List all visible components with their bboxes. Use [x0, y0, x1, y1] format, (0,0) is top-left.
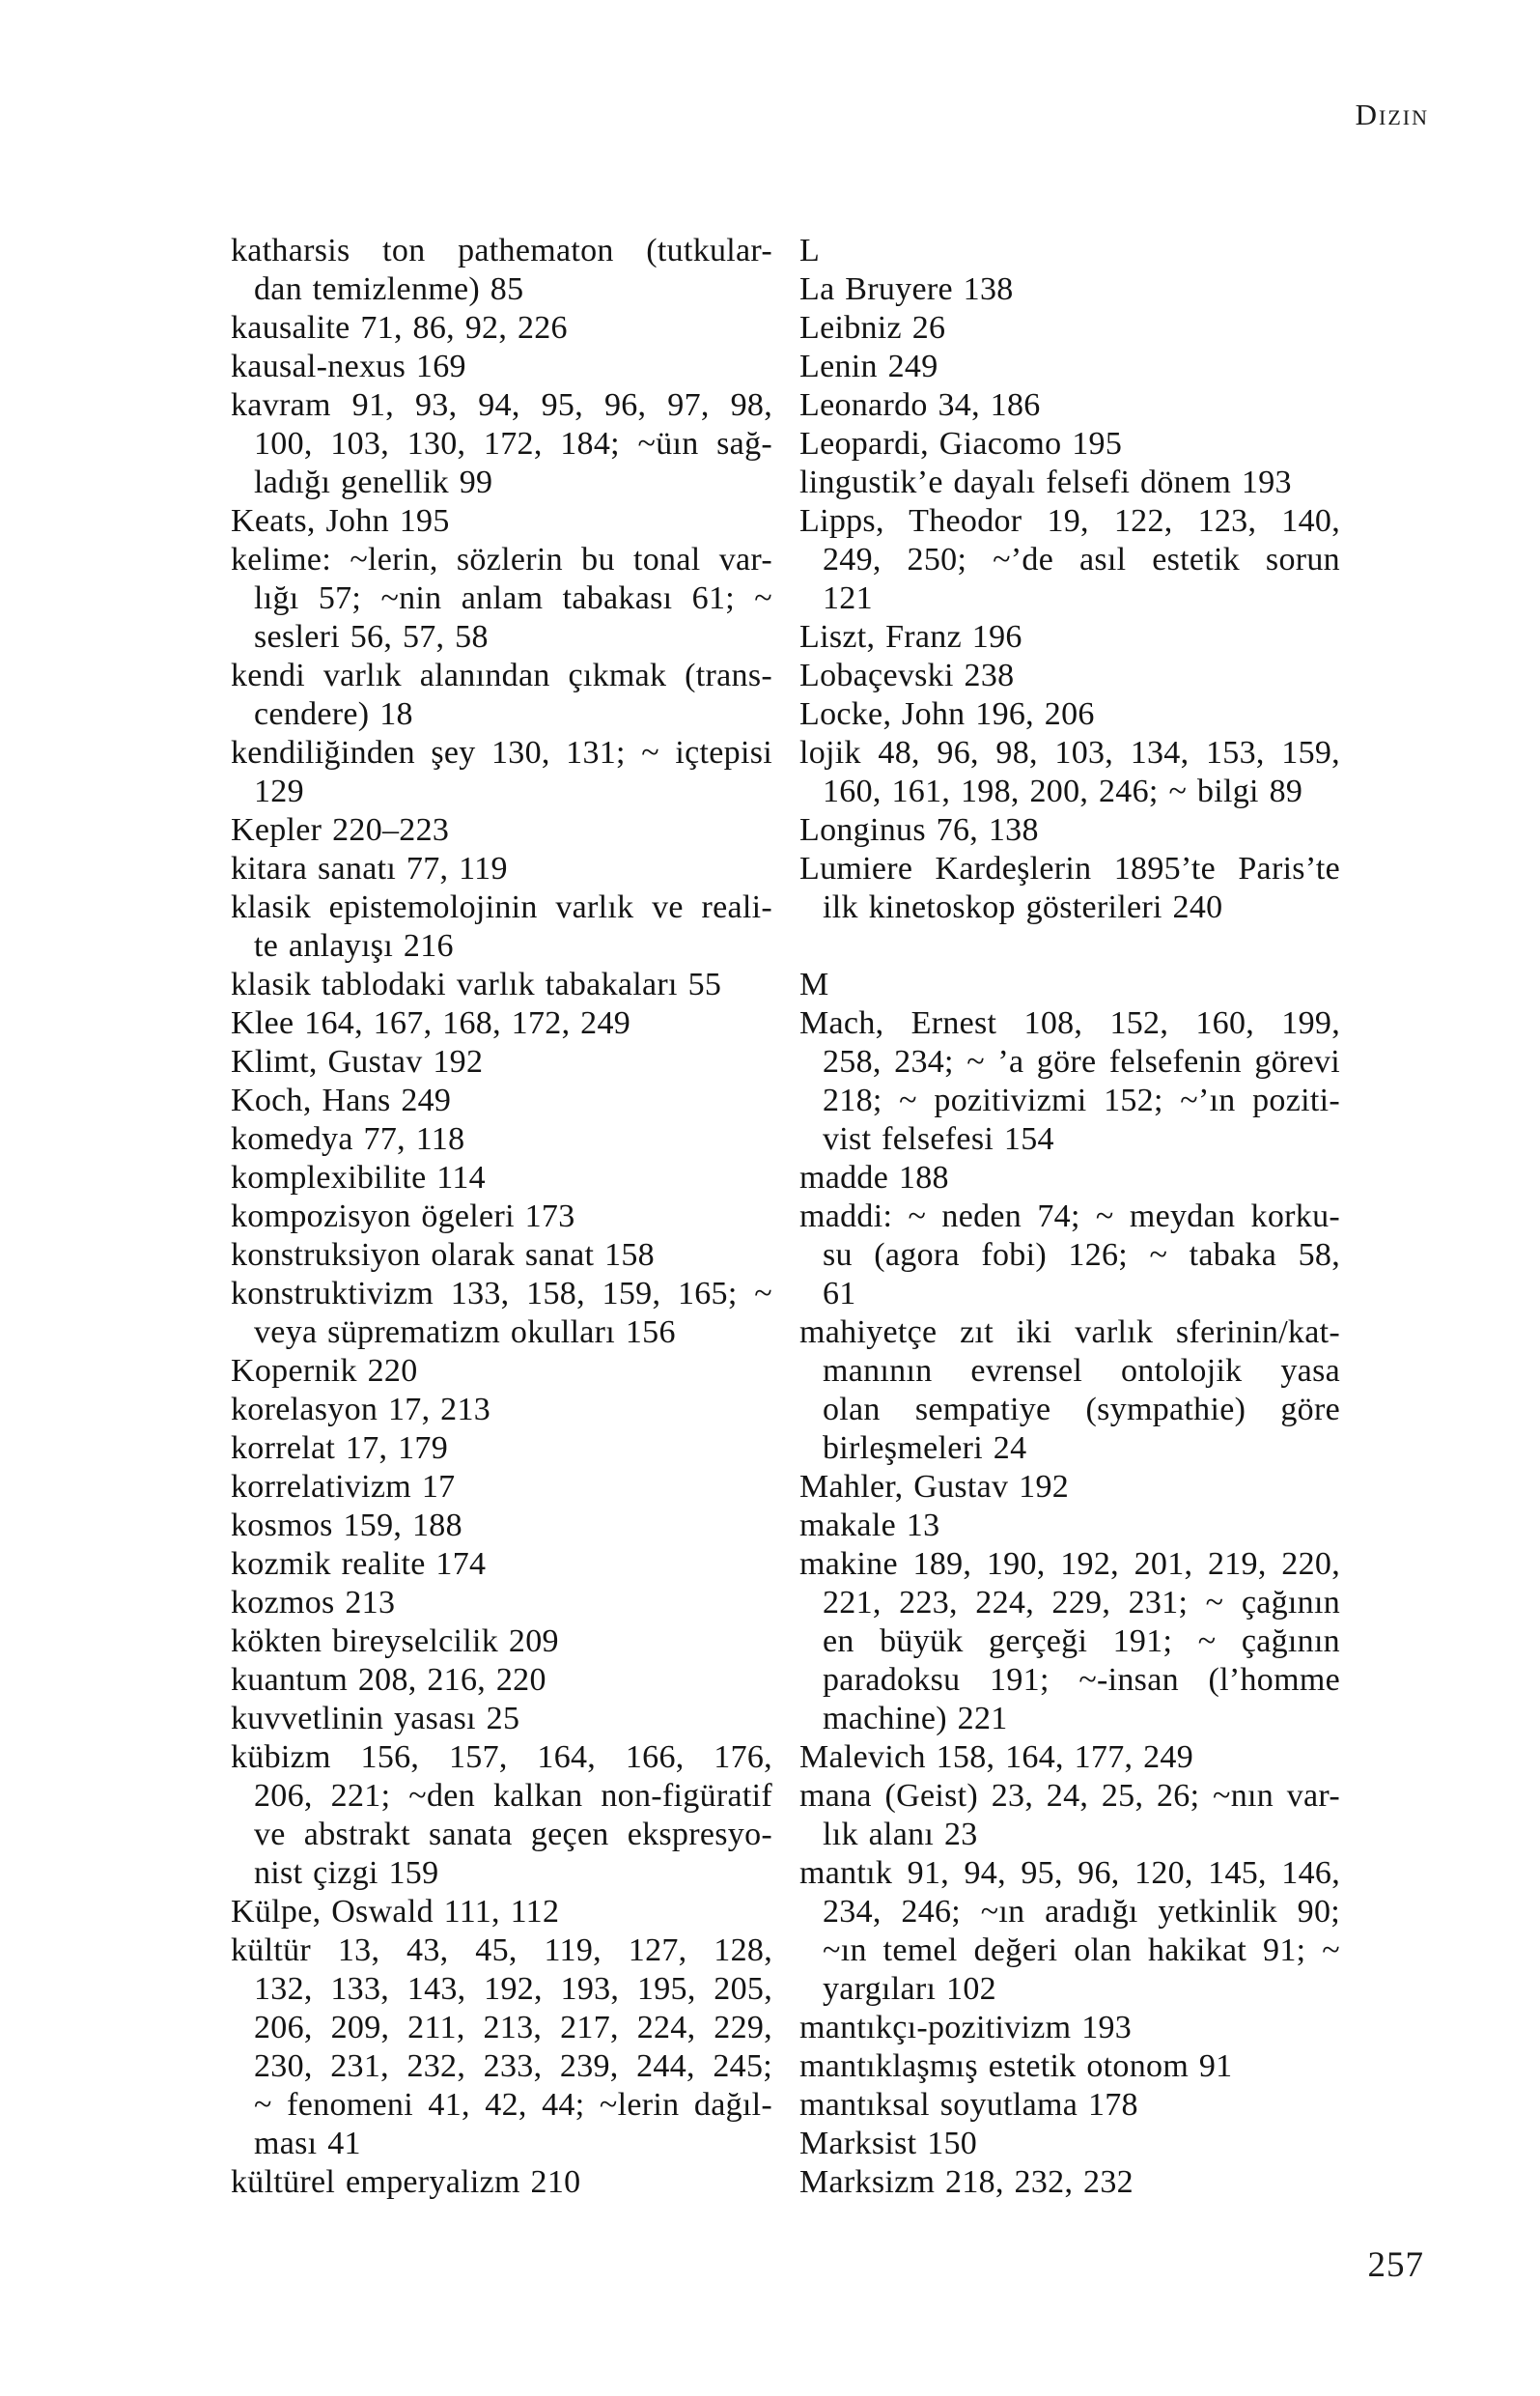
- index-entry-line: kitara sanatı 77, 119: [231, 851, 508, 887]
- index-entry-line: 249, 250; ~’de asıl estetik sorun: [823, 542, 1340, 578]
- index-entry-line: nist çizgi 159: [254, 1855, 439, 1891]
- index-entry-line: Kepler 220–223: [231, 812, 450, 848]
- index-entry-line: birleşmeleri 24: [823, 1430, 1027, 1466]
- index-entry-line: 206, 209, 211, 213, 217, 224, 229,: [254, 2010, 772, 2045]
- index-entry-line: Leibniz 26: [799, 310, 946, 346]
- index-entry-line: makale 13: [799, 1508, 940, 1543]
- index-entry-line: Klee 164, 167, 168, 172, 249: [231, 1005, 631, 1041]
- index-entry-line: paradoksu 191; ~-insan (l’homme: [823, 1662, 1340, 1698]
- index-entry-line: kausalite 71, 86, 92, 226: [231, 310, 568, 346]
- index-entry-line: kübizm 156, 157, 164, 166, 176,: [231, 1739, 772, 1775]
- index-entry-line: kültür 13, 43, 45, 119, 127, 128,: [231, 1932, 772, 1968]
- index-entry-line: ~ fenomeni 41, 42, 44; ~lerin dağıl-: [254, 2087, 772, 2123]
- index-entry-line: Locke, John 196, 206: [799, 696, 1095, 732]
- index-entry-line: katharsis ton pathematon (tutkular-: [231, 233, 772, 268]
- index-entry-line: dan temizlenme) 85: [254, 271, 524, 307]
- index-entry-line: lingustik’e dayalı felsefi dönem 193: [799, 465, 1292, 500]
- index-entry-line: Keats, John 195: [231, 503, 450, 539]
- index-entry-line: mantıksal soyutlama 178: [799, 2087, 1138, 2123]
- index-entry-line: ~ın temel değeri olan hakikat 91; ~: [823, 1932, 1340, 1968]
- index-entry-line: Mahler, Gustav 192: [799, 1469, 1070, 1505]
- index-entry-line: Leopardi, Giacomo 195: [799, 426, 1123, 462]
- index-entry-line: te anlayışı 216: [254, 928, 454, 964]
- index-entry-line: Külpe, Oswald 111, 112: [231, 1894, 560, 1930]
- index-entry-line: ladığı genellik 99: [254, 465, 493, 500]
- index-entry-line: korelasyon 17, 213: [231, 1392, 491, 1427]
- index-entry-line: mantık 91, 94, 95, 96, 120, 145, 146,: [799, 1855, 1340, 1891]
- index-entry-line: korrelat 17, 179: [231, 1430, 449, 1466]
- index-entry-line: 206, 221; ~den kalkan non-figüratif: [254, 1778, 772, 1814]
- index-entry-line: Koch, Hans 249: [231, 1083, 452, 1118]
- page-number: 257: [1367, 2245, 1424, 2285]
- index-entry-line: lık alanı 23: [823, 1817, 978, 1852]
- index-entry-line: Lumiere Kardeşlerin 1895’te Paris’te: [799, 851, 1340, 887]
- index-entry-line: La Bruyere 138: [799, 271, 1014, 307]
- index-entry-line: kozmos 213: [231, 1585, 396, 1621]
- index-column-left: [231, 232, 772, 2202]
- index-entry-line: 61: [823, 1276, 856, 1311]
- index-entry-line: sesleri 56, 57, 58: [254, 619, 489, 655]
- index-entry-line: maddi: ~ neden 74; ~ meydan korku-: [799, 1198, 1340, 1234]
- index-entry-line: Marksist 150: [799, 2126, 978, 2161]
- index-entry-line: 218; ~ pozitivizmi 152; ~’ın poziti-: [823, 1083, 1340, 1118]
- index-entry-line: kökten bireyselcilik 209: [231, 1623, 559, 1659]
- index-column-right: [799, 232, 1340, 2202]
- index-entry-line: 132, 133, 143, 192, 193, 195, 205,: [254, 1971, 772, 2007]
- index-entry-line: ve abstrakt sanata geçen ekspresyo-: [254, 1817, 772, 1852]
- index-entry-line: mahiyetçe zıt iki varlık sferinin/kat-: [799, 1314, 1340, 1350]
- index-entry-line: Mach, Ernest 108, 152, 160, 199,: [799, 1005, 1340, 1041]
- index-entry-line: Lenin 249: [799, 349, 938, 384]
- index-entry-line: vist felsefesi 154: [823, 1121, 1054, 1157]
- index-entry-line: madde 188: [799, 1160, 949, 1196]
- index-entry-line: Marksizm 218, 232, 232: [799, 2164, 1134, 2200]
- index-entry-line: Kopernik 220: [231, 1353, 418, 1389]
- index-entry-line: kausal-nexus 169: [231, 349, 466, 384]
- index-entry-line: olan sempatiye (sympathie) göre: [823, 1392, 1340, 1427]
- index-entry-line: kuvvetlinin yasası 25: [231, 1701, 520, 1736]
- section-heading: L: [799, 233, 821, 268]
- index-entry-line: lojik 48, 96, 98, 103, 134, 153, 159,: [799, 735, 1340, 771]
- index-entry-line: korrelativizm 17: [231, 1469, 456, 1505]
- index-entry-line: Malevich 158, 164, 177, 249: [799, 1739, 1193, 1775]
- index-entry-line: komplexibilite 114: [231, 1160, 486, 1196]
- index-entry-line: 121: [823, 580, 873, 616]
- index-entry-line: komedya 77, 118: [231, 1121, 465, 1157]
- index-entry-line: kuantum 208, 216, 220: [231, 1662, 546, 1698]
- index-entry-line: makine 189, 190, 192, 201, 219, 220,: [799, 1546, 1340, 1582]
- index-entry-line: ması 41: [254, 2126, 361, 2161]
- index-entry-line: Lobaçevski 238: [799, 658, 1015, 693]
- index-entry-line: mantıklaşmış estetik otonom 91: [799, 2048, 1233, 2084]
- index-entry-line: Lipps, Theodor 19, 122, 123, 140,: [799, 503, 1340, 539]
- index-entry-line: 221, 223, 224, 229, 231; ~ çağının: [823, 1585, 1340, 1621]
- index-entry-line: kendiliğinden şey 130, 131; ~ içtepisi: [231, 735, 772, 771]
- index-entry-line: kompozisyon ögeleri 173: [231, 1198, 575, 1234]
- index-entry-line: kelime: ~lerin, sözlerin bu tonal var-: [231, 542, 772, 578]
- index-entry-line: cendere) 18: [254, 696, 413, 732]
- index-entry-line: konstruksiyon olarak sanat 158: [231, 1237, 655, 1273]
- index-entry-line: Liszt, Franz 196: [799, 619, 1022, 655]
- index-entry-line: 258, 234; ~ ’a göre felsefenin görevi: [823, 1044, 1340, 1080]
- index-entry-line: mantıkçı-pozitivizm 193: [799, 2010, 1133, 2045]
- index-entry-line: lığı 57; ~nin anlam tabakası 61; ~: [254, 580, 772, 616]
- index-entry-line: 234, 246; ~ın aradığı yetkinlik 90;: [823, 1894, 1340, 1930]
- index-entry-line: kavram 91, 93, 94, 95, 96, 97, 98,: [231, 387, 772, 423]
- index-entry-line: kendi varlık alanından çıkmak (trans-: [231, 658, 772, 693]
- index-entry-line: manının evrensel ontolojik yasa: [823, 1353, 1340, 1389]
- index-entry-line: Longinus 76, 138: [799, 812, 1039, 848]
- section-heading: M: [799, 967, 829, 1002]
- index-entry-line: Leonardo 34, 186: [799, 387, 1041, 423]
- index-entry-line: en büyük gerçeği 191; ~ çağının: [823, 1623, 1340, 1659]
- index-entry-line: 160, 161, 198, 200, 246; ~ bilgi 89: [823, 774, 1303, 809]
- index-entry-line: kosmos 159, 188: [231, 1508, 462, 1543]
- index-entry-line: mana (Geist) 23, 24, 25, 26; ~nın var-: [799, 1778, 1340, 1814]
- index-entry-line: klasik tablodaki varlık tabakaları 55: [231, 967, 722, 1002]
- index-entry-line: kozmik realite 174: [231, 1546, 487, 1582]
- index-entry-line: kültürel emperyalizm 210: [231, 2164, 581, 2200]
- index-entry-line: veya süprematizm okulları 156: [254, 1314, 676, 1350]
- index-entry-line: yargıları 102: [823, 1971, 996, 2007]
- index-entry-line: 230, 231, 232, 233, 239, 244, 245;: [254, 2048, 772, 2084]
- index-entry-line: machine) 221: [823, 1701, 1008, 1736]
- index-entry-line: 100, 103, 130, 172, 184; ~üın sağ-: [254, 426, 772, 462]
- index-entry-line: 129: [254, 774, 304, 809]
- index-entry-line: Klimt, Gustav 192: [231, 1044, 484, 1080]
- index-entry-line: su (agora fobi) 126; ~ tabaka 58,: [823, 1237, 1340, 1273]
- index-entry-line: klasik epistemolojinin varlık ve reali-: [231, 889, 772, 925]
- index-entry-line: konstruktivizm 133, 158, 159, 165; ~: [231, 1276, 772, 1311]
- index-entry-line: ilk kinetoskop gösterileri 240: [823, 889, 1223, 925]
- blank-line: [799, 927, 1340, 966]
- running-head: Dizin: [1355, 98, 1429, 131]
